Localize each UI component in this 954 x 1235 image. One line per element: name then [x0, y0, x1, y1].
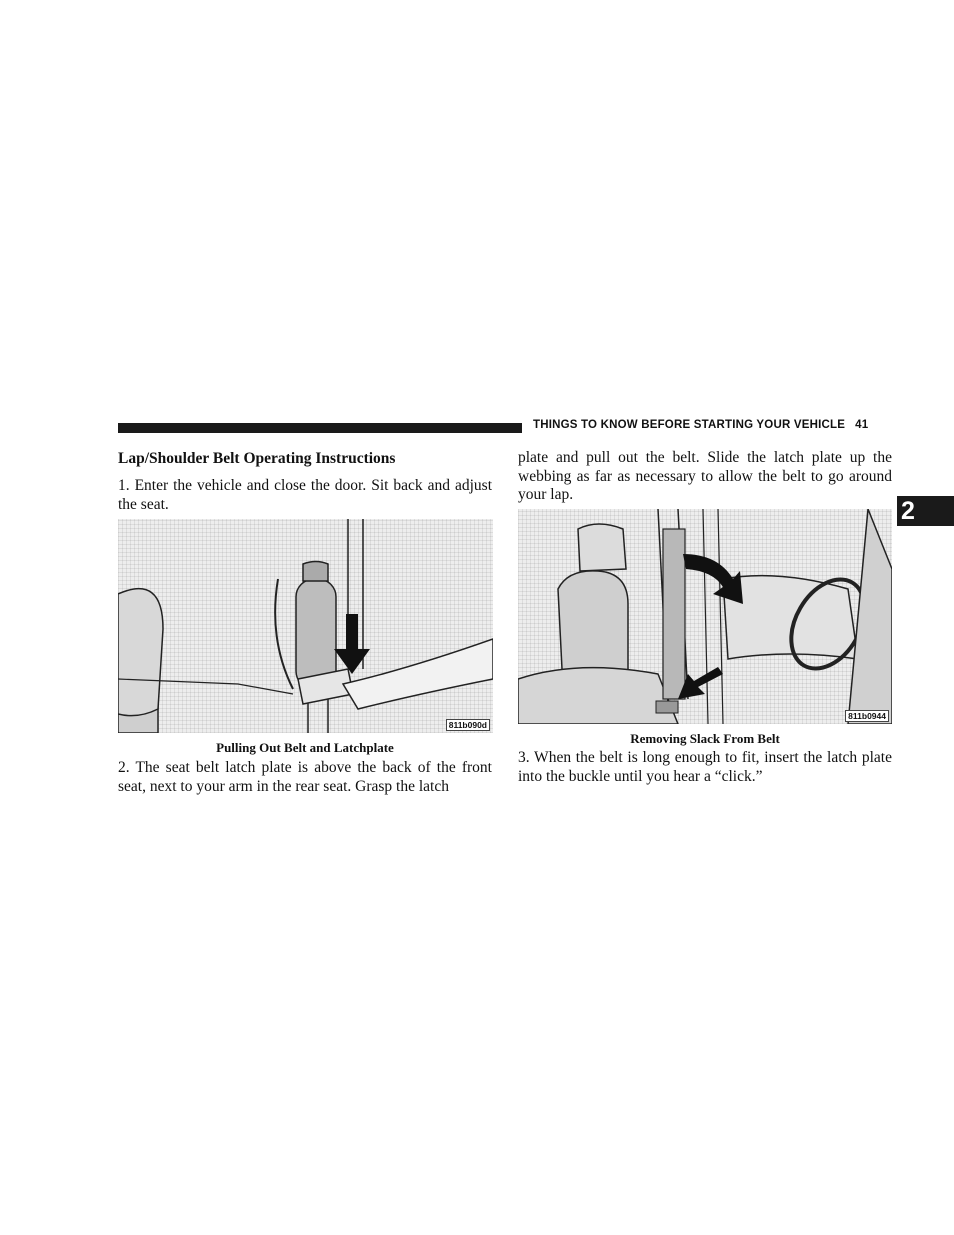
- header-title: THINGS TO KNOW BEFORE STARTING YOUR VEHICLE: [533, 419, 846, 431]
- figure-code: 811b0944: [845, 710, 889, 722]
- belt-slack-illustration: [518, 509, 892, 724]
- figure-pulling-out-belt: [118, 519, 493, 733]
- step-1-text: 1. Enter the vehicle and close the door. Sit back and adjust the seat.: [118, 477, 492, 513]
- running-header: [533, 419, 893, 431]
- step-3: [518, 749, 892, 786]
- page-number: 41: [855, 419, 869, 431]
- step-1: [118, 477, 492, 514]
- step-2-text: 2. The seat belt latch plate is above the back of the front seat, next to your arm in the rear seat. Grasp the latch: [118, 759, 492, 795]
- chapter-tab-number: 2: [901, 497, 915, 525]
- header-rule: [118, 423, 522, 433]
- belt-latchplate-illustration: [118, 519, 493, 733]
- section-heading: Lap/Shoulder Belt Operating Instructions: [118, 450, 396, 467]
- step-3-text: 3. When the belt is long enough to fit, insert the latch plate into the buckle until you hear a “click.”: [518, 749, 892, 785]
- figure-caption: Removing Slack From Belt: [630, 731, 780, 746]
- step-2-continued-text: plate and pull out the belt. Slide the latch plate up the webbing as far as necessary to allow the belt to go around your lap.: [518, 449, 892, 503]
- figure-caption: Pulling Out Belt and Latchplate: [216, 740, 394, 755]
- step-2-continued: [518, 449, 892, 505]
- figure-code: 811b090d: [446, 719, 490, 731]
- step-2-start: [118, 759, 492, 796]
- chapter-tab: [897, 496, 954, 526]
- figure-removing-slack: [518, 509, 892, 724]
